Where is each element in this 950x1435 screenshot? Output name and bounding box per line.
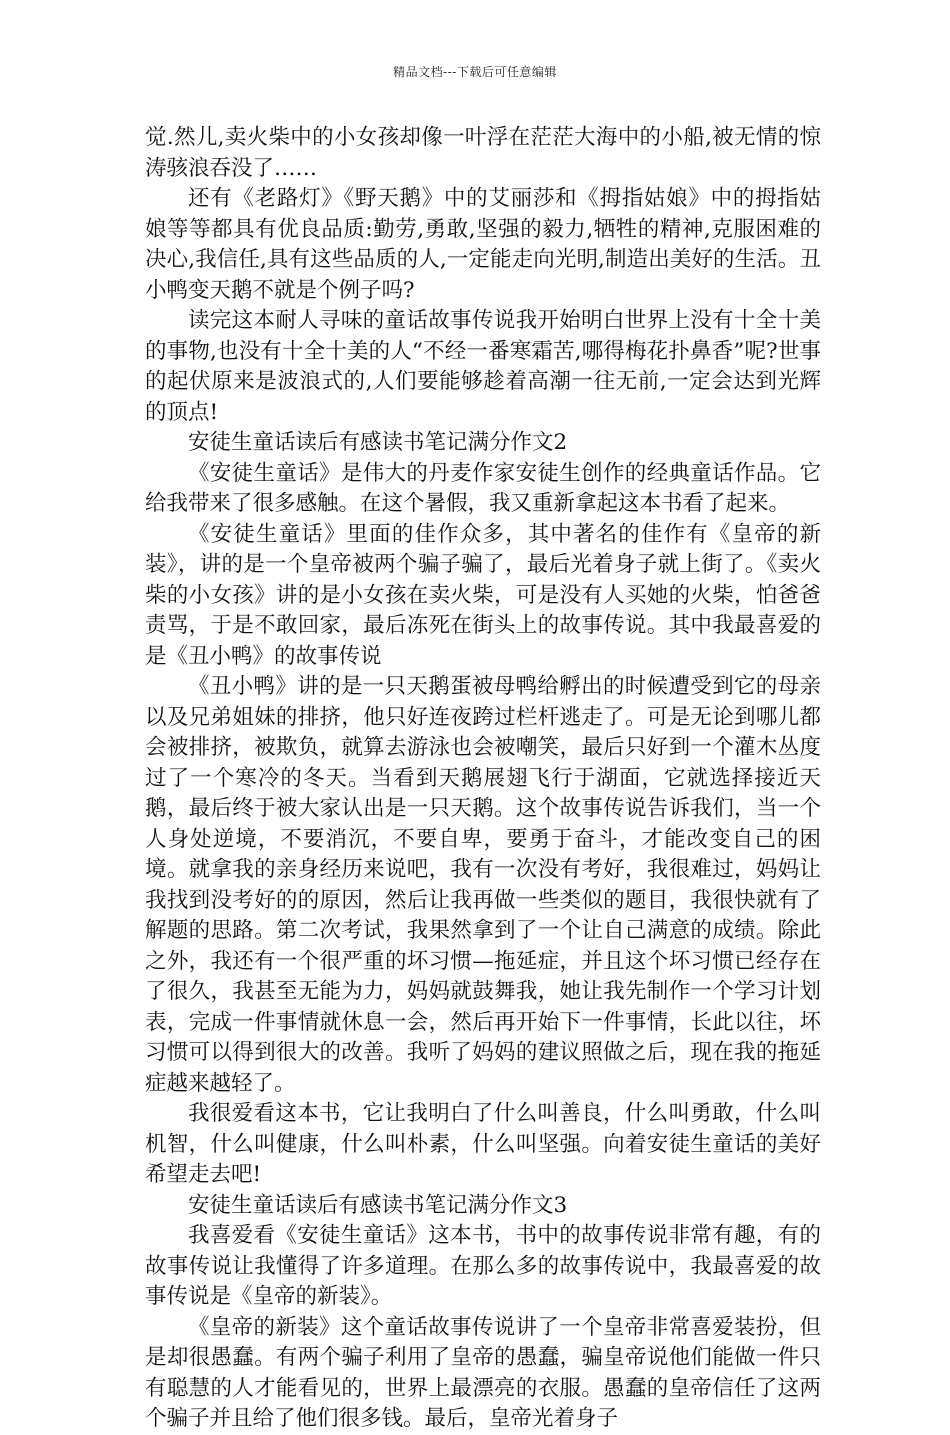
page-header: 精品文档---下载后可任意编辑 (393, 65, 557, 79)
section-heading: 安徒生童话读后有感读书笔记满分作文2 (188, 430, 568, 455)
paragraph: 还有《老路灯》《野天鹅》中的艾丽莎和《拇指姑娘》中的拇指姑娘等等都具有优良品质:勤劳,勇敢,坚强的毅力,牺牲的精神,克服困难的决心,我信任,具有这些品质的人,一定能走向光明,制造出美好的生活。丑小鸭变天鹅不就是个例子吗? (145, 186, 821, 303)
paragraph: 觉.然儿,卖火柴中的小女孩却像一叶浮在茫茫大海中的小船,被无情的惊涛骇浪吞没了…… (145, 125, 821, 181)
document-body (145, 123, 821, 1435)
section-heading: 安徒生童话读后有感读书笔记满分作文3 (188, 1192, 568, 1218)
paragraph: 《安徒生童话》里面的佳作众多，其中著名的佳作有《皇帝的新装》，讲的是一个皇帝被两个骗子骗了，最后光着身子就上街了。《卖火柴的小女孩》讲的是小女孩在卖火柴，可是没有人买她的火柴，怕爸爸责骂，于是不敢回家，最后冻死在街头上的故事传说。其中我最喜爱的是《丑小鸭》的故事传说 (145, 521, 821, 669)
paragraph: 我很爱看这本书，它让我明白了什么叫善良，什么叫勇敢，什么叫机智，什么叫健康，什么叫朴素，什么叫坚强。向着安徒生童话的美好希望走去吧! (145, 1101, 821, 1187)
paragraph: 读完这本耐人寻味的童话故事传说我开始明白世界上没有十全十美的事物,也没有十全十美的人“不经一番寒霜苦,哪得梅花扑鼻香”呢?世事的起伏原来是波浪式的,人们要能够趁着高潮一往无前,一定会达到光辉的顶点! (145, 308, 821, 425)
paragraph: 《安徒生童话》是伟大的丹麦作家安徒生创作的经典童话作品。它给我带来了很多感触。在这个暑假，我又重新拿起这本书看了起来。 (145, 460, 821, 516)
paragraph: 《皇帝的新装》这个童话故事传说讲了一个皇帝非常喜爱装扮，但是却很愚蠢。有两个骗子利用了皇帝的愚蠢，骗皇帝说他们能做一件只有聪慧的人才能看见的，世界上最漂亮的衣服。愚蠢的皇帝信任了这两个骗子并且给了他们很多钱。最后，皇帝光着身子 (145, 1314, 821, 1431)
paragraph: 我喜爱看《安徒生童话》这本书，书中的故事传说非常有趣，有的故事传说让我懂得了许多道理。在那么多的故事传说中，我最喜爱的故事传说是《皇帝的新装》。 (145, 1223, 821, 1309)
paragraph: 《丑小鸭》讲的是一只天鹅蛋被母鸭给孵出的时候遭受到它的母亲以及兄弟姐妹的排挤，他只好连夜跨过栏杆逃走了。可是无论到哪儿都会被排挤，被欺负，就算去游泳也会被嘲笑，最后只好到一个灌木丛度过了一个寒冷的冬天。当看到天鹅展翅飞行于湖面，它就选择接近天鹅，最后终于被大家认出是一只天鹅。这个故事传说告诉我们，当一个人身处逆境，不要消沉，不要自卑，要勇于奋斗，才能改变自己的困境。就拿我的亲身经历来说吧，我有一次没有考好，我很难过，妈妈让我找到没考好的的原因，然后让我再做一些类似的题目，我很快就有了解题的思路。第二次考试，我果然拿到了一个让自己满意的成绩。除此之外，我还有一个很严重的坏习惯—拖延症，并且这个坏习惯已经存在了很久，我甚至无能为力，妈妈就鼓舞我，她让我先制作一个学习计划表，完成一件事情就休息一会，然后再开始下一件事情，长此以往，坏习惯可以得到很大的改善。我听了妈妈的建议照做之后，现在我的拖延症越来越轻了。 (145, 674, 821, 1096)
